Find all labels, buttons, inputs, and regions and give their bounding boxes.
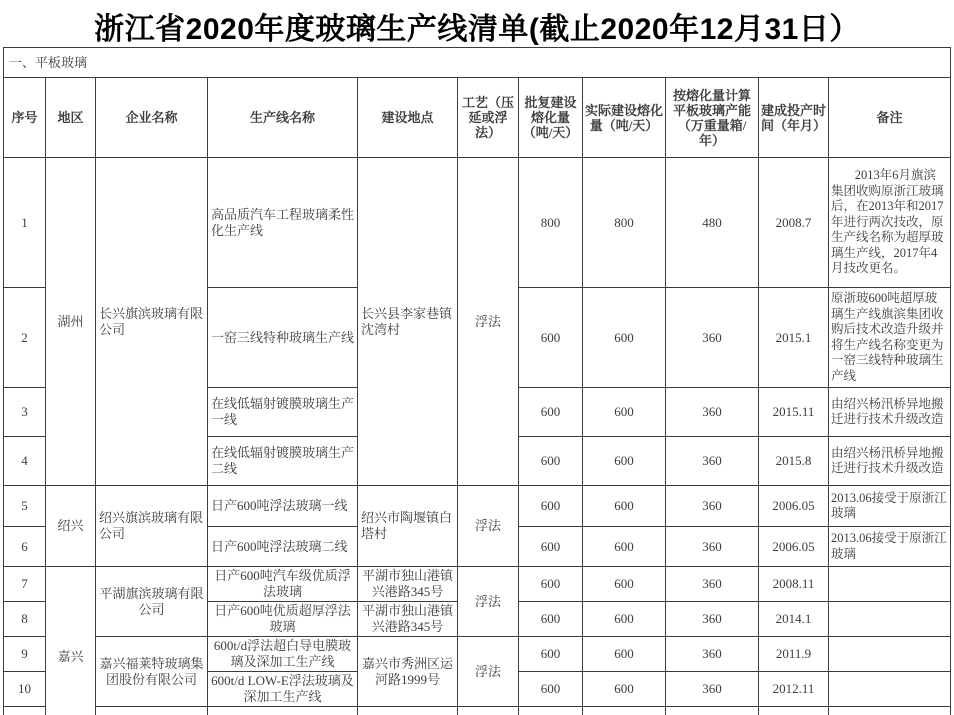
row-number-cell: 1 <box>4 158 46 288</box>
company-cell: 长兴旗滨玻璃有限公司 <box>96 158 208 486</box>
line-name-cell: 日产600吨浮法玻璃一线 <box>208 486 358 527</box>
line-name-cell: 在线低辐射镀膜玻璃生产一线 <box>208 388 358 437</box>
row-number-cell: 9 <box>4 637 46 672</box>
capacity-cell: 360 <box>666 567 759 602</box>
remark-cell <box>829 602 951 637</box>
row-number-cell: 4 <box>4 437 46 486</box>
company-cell: 绍兴旗滨玻璃有限公司 <box>96 486 208 567</box>
column-header-approved-melt: 批复建设熔化量（吨/天） <box>519 78 583 158</box>
column-header-actual-melt: 实际建设熔化量（吨/天） <box>583 78 666 158</box>
column-header-line-name: 生产线名称 <box>208 78 358 158</box>
actual-melt-cell: 600 <box>583 437 666 486</box>
line-name-cell <box>208 707 358 715</box>
approved-melt-cell: 600 <box>519 527 583 567</box>
table-row <box>4 486 951 527</box>
remark-cell: 由绍兴杨汛桥异地搬迁进行技术升级改造 <box>829 437 951 486</box>
location-cell: 平湖市独山港镇兴港路345号 <box>358 567 458 602</box>
capacity-cell: 480 <box>666 158 759 288</box>
approved-melt-cell: 600 <box>519 437 583 486</box>
actual-melt-cell: 600 <box>583 486 666 527</box>
remark-cell: 2013.06接受于原浙江玻璃 <box>829 486 951 527</box>
company-cell: 嘉兴福莱特玻璃集团股份有限公司 <box>96 637 208 707</box>
process-cell: 浮法 <box>458 158 519 486</box>
capacity-cell: 360 <box>666 288 759 388</box>
column-header-process: 工艺（压延或浮法） <box>458 78 519 158</box>
approved-melt-cell: 600 <box>519 637 583 672</box>
row-number-cell: 3 <box>4 388 46 437</box>
approved-melt-cell: 600 <box>519 567 583 602</box>
column-header-region: 地区 <box>46 78 96 158</box>
actual-melt-cell: 600 <box>583 388 666 437</box>
region-cell: 嘉兴 <box>46 567 96 715</box>
location-cell: 长兴县李家巷镇沈湾村 <box>358 158 458 486</box>
column-header-remark: 备注 <box>829 78 951 158</box>
production-date-cell <box>759 707 829 715</box>
remark-cell <box>829 637 951 672</box>
table-row-clipped <box>4 707 951 715</box>
approved-melt-cell: 600 <box>519 288 583 388</box>
header-row <box>4 78 951 158</box>
approved-melt-cell: 600 <box>519 486 583 527</box>
capacity-cell: 360 <box>666 527 759 567</box>
line-name-cell: 600t/d浮法超白导电膜玻璃及深加工生产线 <box>208 637 358 672</box>
actual-melt-cell: 600 <box>583 567 666 602</box>
remark-cell: 原浙玻600吨超厚玻璃生产线旗滨集团收购后技术改造升级并将生产线名称变更为一窑三线特种玻璃生产线 <box>829 288 951 388</box>
row-number-cell <box>4 707 46 715</box>
production-date-cell: 2006.05 <box>759 486 829 527</box>
remark-cell <box>829 567 951 602</box>
capacity-cell <box>666 707 759 715</box>
capacity-cell: 360 <box>666 437 759 486</box>
production-date-cell: 2015.8 <box>759 437 829 486</box>
remark-cell: 2013.06接受于原浙江玻璃 <box>829 527 951 567</box>
actual-melt-cell <box>583 707 666 715</box>
line-name-cell: 日产600吨汽车级优质浮法玻璃 <box>208 567 358 602</box>
process-cell: 浮法 <box>458 486 519 567</box>
process-cell: 浮法 <box>458 567 519 637</box>
capacity-cell: 360 <box>666 637 759 672</box>
production-date-cell: 2008.7 <box>759 158 829 288</box>
location-cell: 平湖市独山港镇兴港路345号 <box>358 602 458 637</box>
remark-cell: 由绍兴杨汛桥异地搬迁进行技术升级改造 <box>829 388 951 437</box>
company-cell <box>96 707 208 715</box>
production-date-cell: 2011.9 <box>759 637 829 672</box>
location-cell: 嘉兴市秀洲区运河路1999号 <box>358 637 458 707</box>
company-cell: 平湖旗滨玻璃有限公司 <box>96 567 208 637</box>
column-header-serial: 序号 <box>4 78 46 158</box>
approved-melt-cell: 800 <box>519 158 583 288</box>
approved-melt-cell: 600 <box>519 672 583 707</box>
line-name-cell: 一窑三线特种玻璃生产线 <box>208 288 358 388</box>
actual-melt-cell: 800 <box>583 158 666 288</box>
line-name-cell: 日产600吨优质超厚浮法玻璃 <box>208 602 358 637</box>
production-date-cell: 2006.05 <box>759 527 829 567</box>
line-name-cell: 600t/d LOW-E浮法玻璃及深加工生产线 <box>208 672 358 707</box>
approved-melt-cell: 600 <box>519 602 583 637</box>
region-cell: 湖州 <box>46 158 96 486</box>
region-cell: 绍兴 <box>46 486 96 567</box>
process-cell <box>458 707 519 715</box>
page-title: 浙江省2020年度玻璃生产线清单(截止2020年12月31日） <box>94 13 860 46</box>
capacity-cell: 360 <box>666 486 759 527</box>
glass-production-table <box>3 47 951 715</box>
row-number-cell: 2 <box>4 288 46 388</box>
column-header-company: 企业名称 <box>96 78 208 158</box>
location-cell <box>358 707 458 715</box>
actual-melt-cell: 600 <box>583 288 666 388</box>
capacity-cell: 360 <box>666 388 759 437</box>
actual-melt-cell: 600 <box>583 637 666 672</box>
production-date-cell: 2015.11 <box>759 388 829 437</box>
line-name-cell: 日产600吨浮法玻璃二线 <box>208 527 358 567</box>
remark-cell <box>829 707 951 715</box>
row-number-cell: 10 <box>4 672 46 707</box>
approved-melt-cell: 600 <box>519 388 583 437</box>
actual-melt-cell: 600 <box>583 527 666 567</box>
column-header-location: 建设地点 <box>358 78 458 158</box>
actual-melt-cell: 600 <box>583 602 666 637</box>
actual-melt-cell: 600 <box>583 672 666 707</box>
line-name-cell: 在线低辐射镀膜玻璃生产二线 <box>208 437 358 486</box>
capacity-cell: 360 <box>666 602 759 637</box>
production-date-cell: 2015.1 <box>759 288 829 388</box>
production-date-cell: 2012.11 <box>759 672 829 707</box>
column-header-date: 建成投产时间（年月） <box>759 78 829 158</box>
approved-melt-cell <box>519 707 583 715</box>
row-number-cell: 8 <box>4 602 46 637</box>
line-name-cell: 高品质汽车工程玻璃柔性化生产线 <box>208 158 358 288</box>
process-cell: 浮法 <box>458 637 519 707</box>
column-header-capacity: 按熔化量计算平板玻璃产能（万重量箱/年） <box>666 78 759 158</box>
production-date-cell: 2008.11 <box>759 567 829 602</box>
row-number-cell: 5 <box>4 486 46 527</box>
location-cell: 绍兴市陶堰镇白塔村 <box>358 486 458 567</box>
section-header: 一、平板玻璃 <box>4 48 951 78</box>
capacity-cell: 360 <box>666 672 759 707</box>
production-date-cell: 2014.1 <box>759 602 829 637</box>
table-row <box>4 567 951 602</box>
remark-cell: 2013年6月旗滨集团收购原浙江玻璃后，在2013年和2017年进行两次技改，原生产线名称为超厚玻璃生产线，2017年4月技改更名。 <box>829 158 951 288</box>
row-number-cell: 6 <box>4 527 46 567</box>
table-row <box>4 637 951 672</box>
table-row <box>4 158 951 288</box>
row-number-cell: 7 <box>4 567 46 602</box>
remark-cell <box>829 672 951 707</box>
